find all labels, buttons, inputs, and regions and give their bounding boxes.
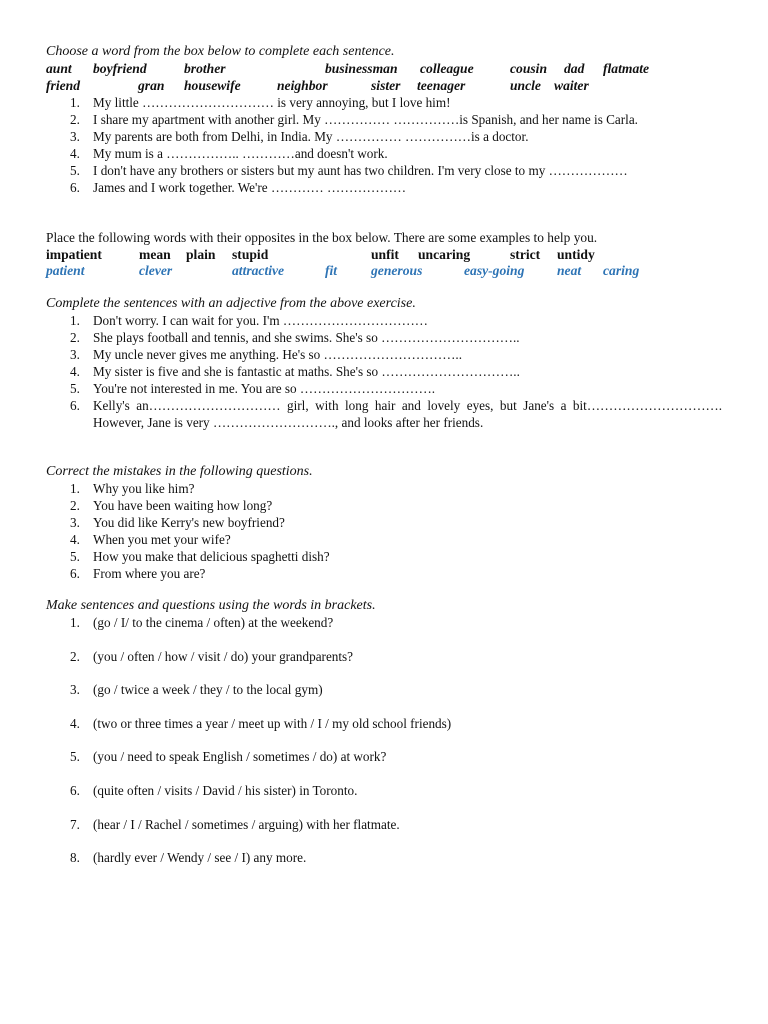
list-item: 7. (hear / I / Rachel / sometimes / arguing) with her flatmate. (70, 816, 400, 832)
word-box-item: brother (184, 61, 226, 76)
list-item: 1. (go / I/ to the cinema / often) at the weekend? (70, 615, 334, 630)
word-box-item: sister (371, 78, 401, 93)
adjective-word: impatient (46, 247, 102, 262)
list-item: 2. I share my apartment with another girl. My …………… ……………is Spanish, and her name is Carla. (70, 112, 638, 127)
word-box-item: flatmate (603, 61, 650, 76)
word-box-item: aunt (46, 61, 72, 76)
adjective-word: untidy (557, 247, 595, 262)
list-item: 5. I don't have any brothers or sisters but my aunt has two children. I'm very close to my ……………… (70, 163, 628, 178)
list-item: 6. (quite often / visits / David / his sister) in Toronto. (70, 782, 358, 798)
section5-list (70, 614, 722, 883)
section2-word-row2 (46, 262, 708, 279)
example-opposite-word: attractive (232, 263, 285, 278)
section3-list (70, 312, 722, 431)
word-box-item: cousin (510, 61, 548, 76)
word-box-item: teenager (417, 78, 466, 93)
word-box-item: housewife (184, 78, 241, 93)
example-opposite-word: clever (139, 263, 173, 278)
section1-list (70, 94, 722, 196)
list-item: 4. When you met your wife? (70, 532, 231, 547)
word-box-item: colleague (420, 61, 474, 76)
list-item: 8. (hardly ever / Wendy / see / I) any more. (70, 850, 307, 866)
section1-word-box-row2 (46, 77, 708, 94)
word-box-item: businessman (325, 61, 398, 76)
word-box-item: neighbor (277, 78, 328, 93)
example-opposite-word: easy-going (464, 263, 525, 278)
example-opposite-word: fit (325, 263, 338, 278)
list-item: 5. How you make that delicious spaghetti dish? (70, 549, 330, 564)
list-item: 3. My uncle never gives me anything. He's so ………………………….. (70, 347, 463, 362)
section4-list (70, 480, 722, 582)
word-box-item: waiter (554, 78, 589, 93)
word-box-item: gran (138, 78, 165, 93)
section3-instruction: Complete the sentences with an adjective from the above exercise. (46, 296, 416, 311)
word-box-item: friend (46, 78, 80, 93)
example-opposite-word: caring (603, 263, 640, 278)
example-opposite-word: patient (46, 263, 85, 278)
section2-instruction: Place the following words with their opposites in the box below. There are some examples to help you. (46, 230, 598, 245)
section5-instruction: Make sentences and questions using the words in brackets. (46, 598, 376, 613)
section4-instruction: Correct the mistakes in the following questions. (46, 464, 313, 479)
list-item: 1. My little ………………………… is very annoying, but I love him! (70, 95, 451, 110)
word-box-item: dad (564, 61, 585, 76)
adjective-word: plain (186, 247, 216, 262)
list-item: 6. Kelly's an………………………… girl, with long hair and lovely eyes, but Jane's a bit…………………………. However, Jane is very ………………………., and looks after her friends. (70, 398, 722, 430)
list-item: 2. You have been waiting how long? (70, 498, 273, 513)
example-opposite-word: neat (557, 263, 582, 278)
list-item: 4. My sister is five and she is fantastic at maths. She's so ………………………….. (70, 364, 520, 379)
adjective-word: mean (139, 247, 171, 262)
list-item: 1. Why you like him? (70, 481, 195, 496)
list-item: 3. (go / twice a week / they / to the local gym) (70, 682, 323, 698)
word-box-item: uncle (510, 78, 541, 93)
list-item: 6. James and I work together. We're ………… ……………… (70, 180, 407, 195)
list-item: 5. You're not interested in me. You are so …………………………. (70, 381, 436, 396)
adjective-word: unfit (371, 247, 399, 262)
list-item: 4. (two or three times a year / meet up with / I / my old school friends) (70, 715, 452, 731)
section1-instruction: Choose a word from the box below to complete each sentence. (46, 44, 395, 59)
adjective-word: stupid (232, 247, 269, 262)
list-item: 4. My mum is a …………….. …………and doesn't work. (70, 146, 388, 161)
section2-word-row1 (46, 246, 708, 263)
list-item: 3. You did like Kerry's new boyfriend? (70, 515, 285, 530)
list-item: 6. From where you are? (70, 566, 206, 581)
list-item: 2. She plays football and tennis, and she swims. She's so ………………………….. (70, 330, 520, 345)
adjective-word: uncaring (418, 247, 471, 262)
adjective-word: strict (510, 247, 541, 262)
list-item: 3. My parents are both from Delhi, in India. My …………… ……………is a doctor. (70, 129, 529, 144)
example-opposite-word: generous (371, 263, 423, 278)
list-item: 1. Don't worry. I can wait for you. I'm …………………………… (70, 313, 428, 328)
section1-word-box-row1 (46, 60, 708, 77)
list-item: 5. (you / need to speak English / sometimes / do) at work? (70, 749, 387, 765)
word-box-item: boyfriend (93, 61, 147, 76)
list-item: 2. (you / often / how / visit / do) your grandparents? (70, 648, 354, 664)
